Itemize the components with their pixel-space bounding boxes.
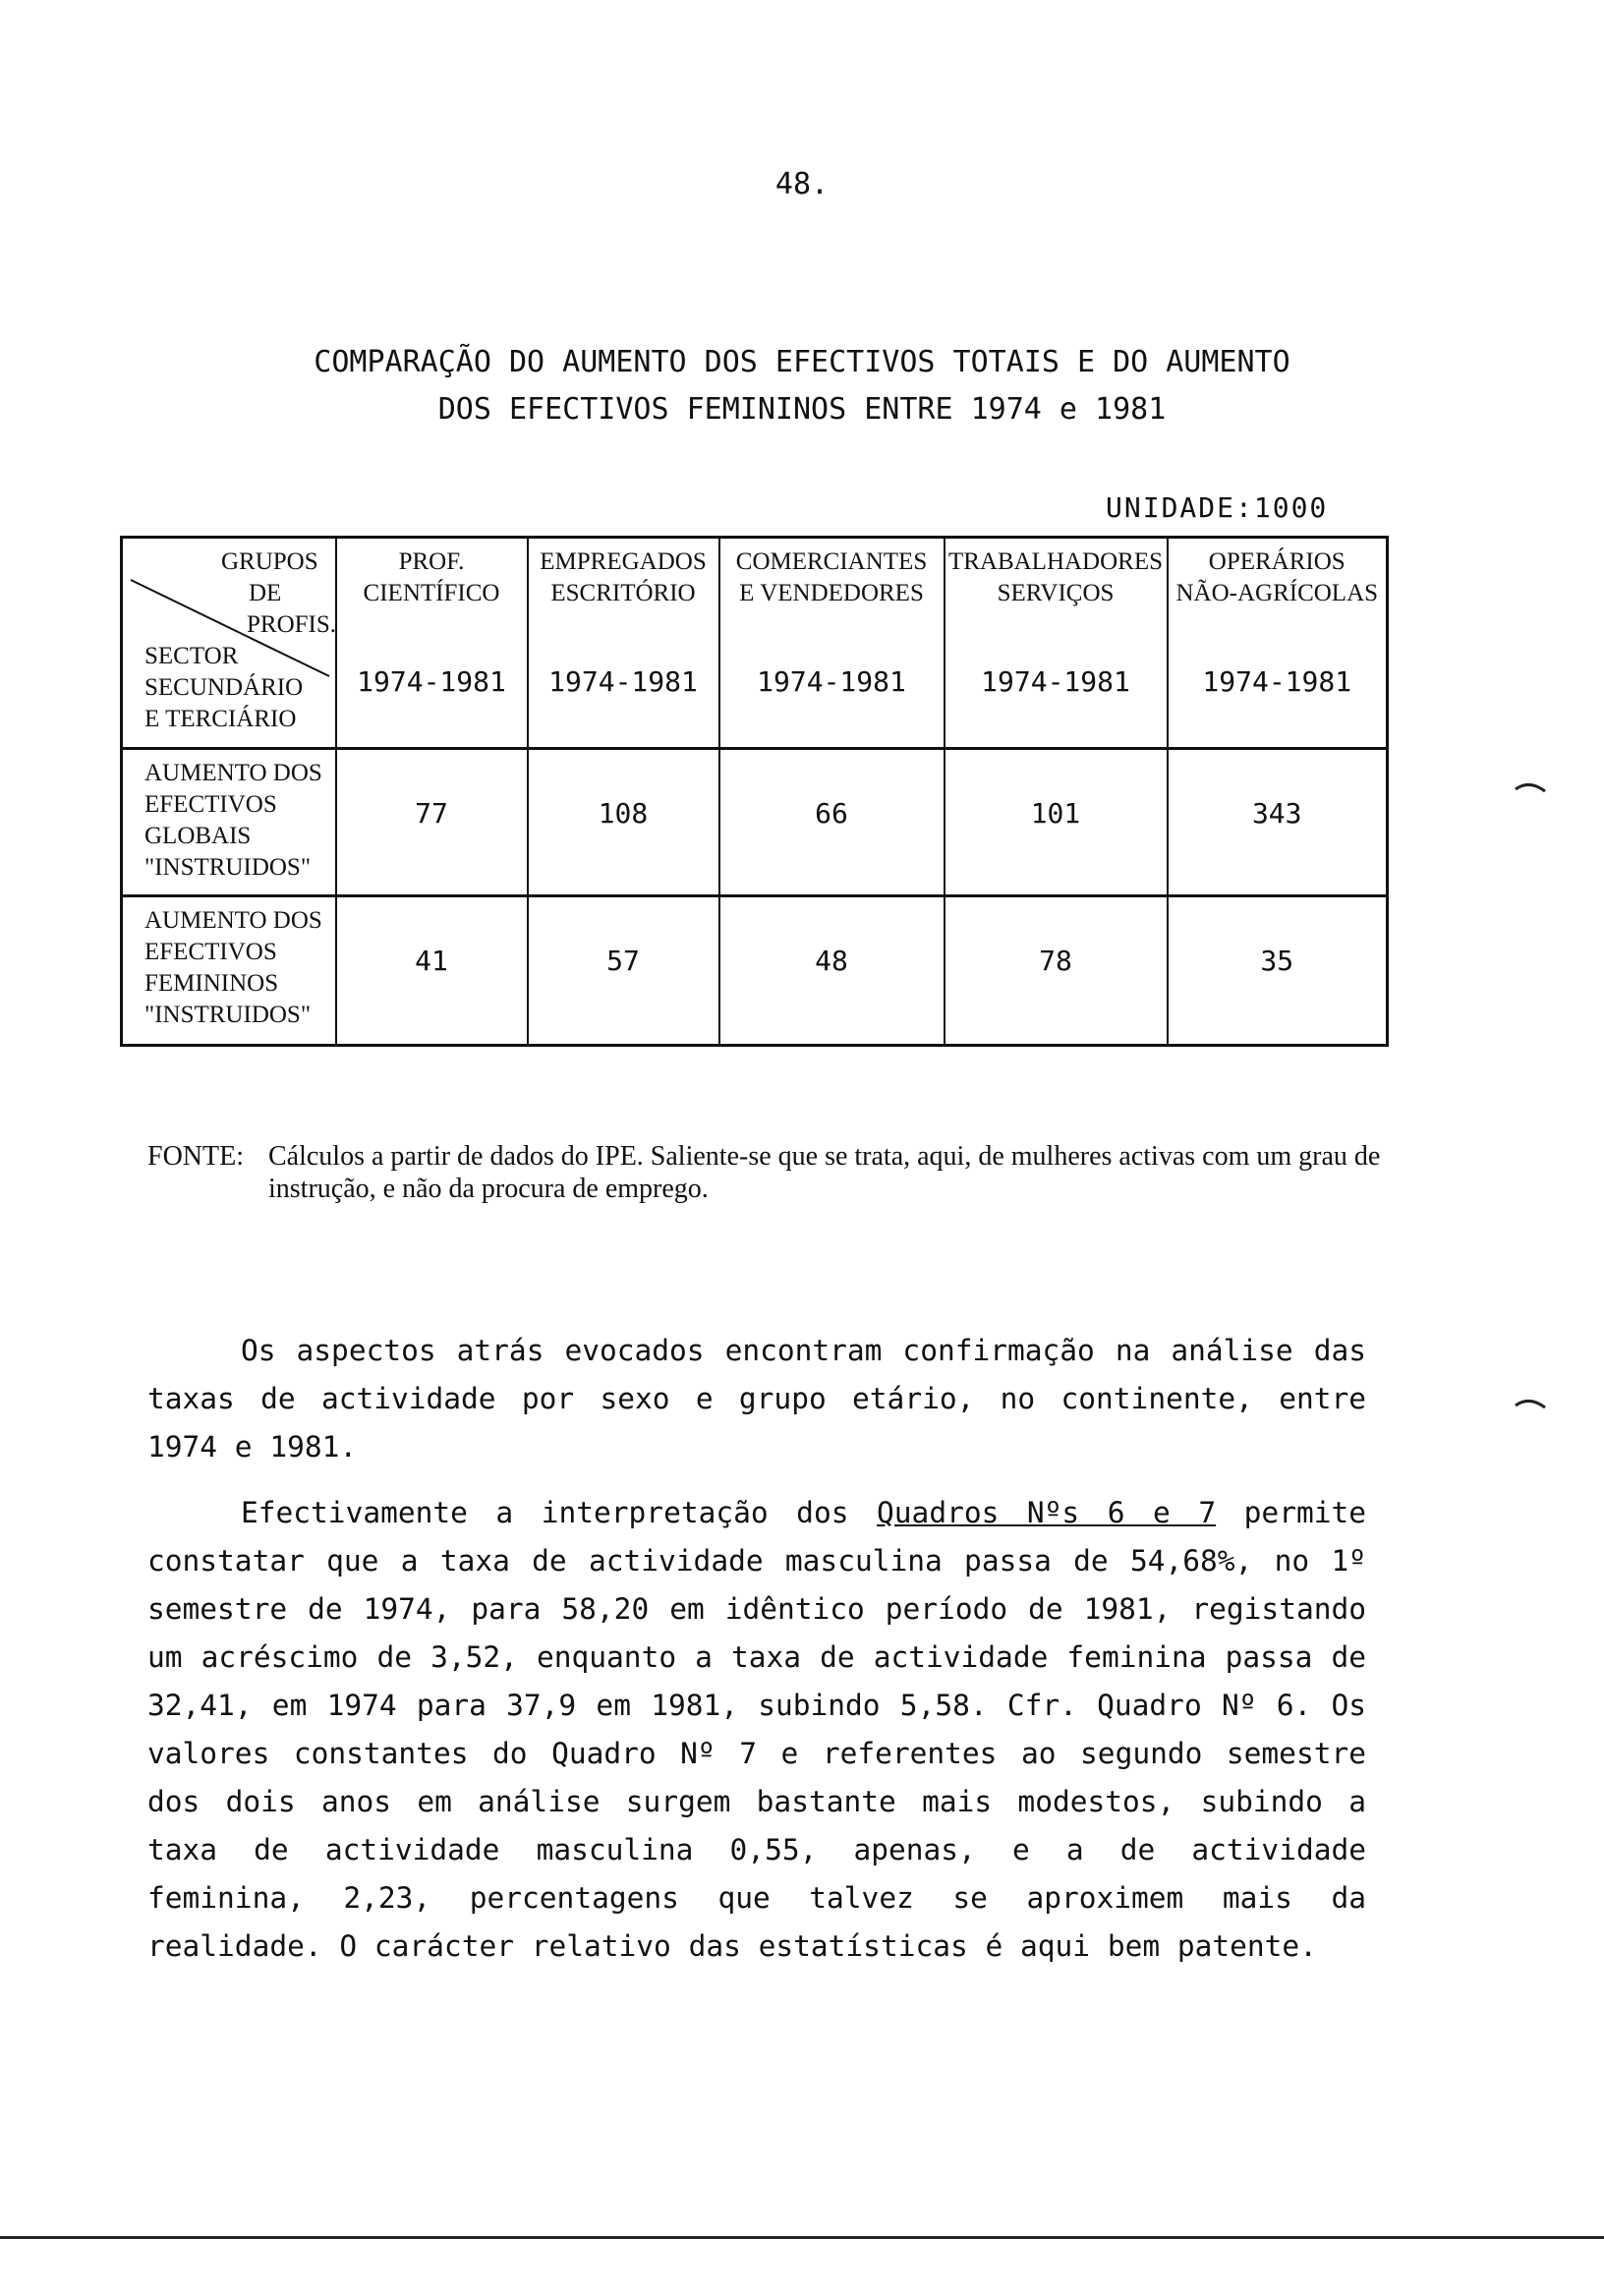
- corner-sector: SECTOR: [144, 643, 239, 669]
- column-header-empregados-escritorio: EMPREGADOS ESCRITÓRIO 1974-1981: [528, 538, 719, 749]
- margin-mark: [1514, 779, 1547, 793]
- period-label: 1974-1981: [1202, 665, 1352, 698]
- column-header-comerciantes: COMERCIANTES E VENDEDORES 1974-1981: [719, 538, 945, 749]
- table-cell: 57: [528, 896, 719, 1046]
- table-reference: Quadros Nºs 6 e 7: [877, 1496, 1217, 1529]
- period-label: 1974-1981: [981, 665, 1130, 698]
- table-cell: 78: [945, 896, 1168, 1046]
- table-cell: 41: [336, 896, 528, 1046]
- table-cell: 108: [528, 749, 719, 896]
- paragraph-2: Efectivamente a interpretação dos Quadros Nºs 6 e 7 permite constatar que a taxa de actividade masculina passa de 54,68%, no 1º semestre de 1974, para 58,20 em idêntico período de 1981, registando um acréscimo de 3,52, enquanto a taxa de actividade feminina passa de 32,41, em 1974 para 37,9 em 1981, subindo 5,58. Cfr. Quadro Nº 6. Os valores constantes do Quadro Nº 7 e referentes ao segundo semestre dos dois anos em análise surgem bastante mais modestos, subindo a taxa de actividade masculina 0,55, apenas, e a de actividade feminina, 2,23, percentagens que talvez se aproximem mais da realidade. O carácter relativo das estatísticas é aqui bem patente.: [147, 1496, 1366, 1963]
- table-cell: 77: [336, 749, 528, 896]
- table-cell: 101: [945, 749, 1168, 896]
- corner-header-cell: [122, 538, 336, 749]
- period-label: 1974-1981: [757, 665, 906, 698]
- corner-terciario: E TERCIÁRIO: [144, 706, 297, 732]
- table-title: [0, 339, 1604, 433]
- table-cell: 343: [1168, 749, 1388, 896]
- table-cell: 66: [719, 749, 945, 896]
- source-text: Cálculos a partir de dados do IPE. Saliente-se que se trata, aqui, de mulheres activas com um grau de instrução, e não da procura de emprego.: [268, 1141, 1381, 1204]
- table-cell: 48: [719, 896, 945, 1046]
- corner-de: DE: [249, 580, 282, 606]
- comparison-table: [120, 536, 1389, 1047]
- margin-mark: [1514, 1396, 1547, 1409]
- body-text: [147, 1327, 1366, 1986]
- row-label-globais: AUMENTO DOS EFECTIVOS GLOBAIS "INSTRUIDOS": [122, 749, 336, 896]
- corner-grupos: GRUPOS: [221, 548, 318, 575]
- period-label: 1974-1981: [548, 665, 698, 698]
- period-label: 1974-1981: [357, 665, 506, 698]
- unit-label: UNIDADE:1000: [1106, 491, 1329, 524]
- title-line-1: COMPARAÇÃO DO AUMENTO DOS EFECTIVOS TOTAIS E DO AUMENTO: [314, 345, 1290, 379]
- page-number: 48.: [774, 167, 830, 201]
- corner-secundario: SECUNDÁRIO: [144, 674, 304, 701]
- column-header-prof-cientifico: PROF. CIENTÍFICO 1974-1981: [336, 538, 528, 749]
- corner-profis: PROFIS.: [247, 611, 337, 638]
- table-row-globais: [122, 749, 1388, 896]
- title-line-2: DOS EFECTIVOS FEMININOS ENTRE 1974 e 1981: [437, 392, 1167, 427]
- table-row-femininos: [122, 896, 1388, 1046]
- table-cell: 35: [1168, 896, 1388, 1046]
- column-header-operarios: OPERÁRIOS NÃO-AGRÍCOLAS 1974-1981: [1168, 538, 1388, 749]
- bottom-rule: [0, 2236, 1604, 2239]
- source-label: FONTE:: [147, 1141, 244, 1172]
- header-row: [122, 538, 1388, 749]
- paragraph-1: Os aspectos atrás evocados encontram confirmação na análise das taxas de actividade por sexo e grupo etário, no continente, entre 1974 e 1981.: [147, 1334, 1366, 1464]
- column-header-trabalhadores-servicos: TRABALHADORES SERVIÇOS 1974-1981: [945, 538, 1168, 749]
- row-label-femininos: AUMENTO DOS EFECTIVOS FEMININOS "INSTRUIDOS": [122, 896, 336, 1046]
